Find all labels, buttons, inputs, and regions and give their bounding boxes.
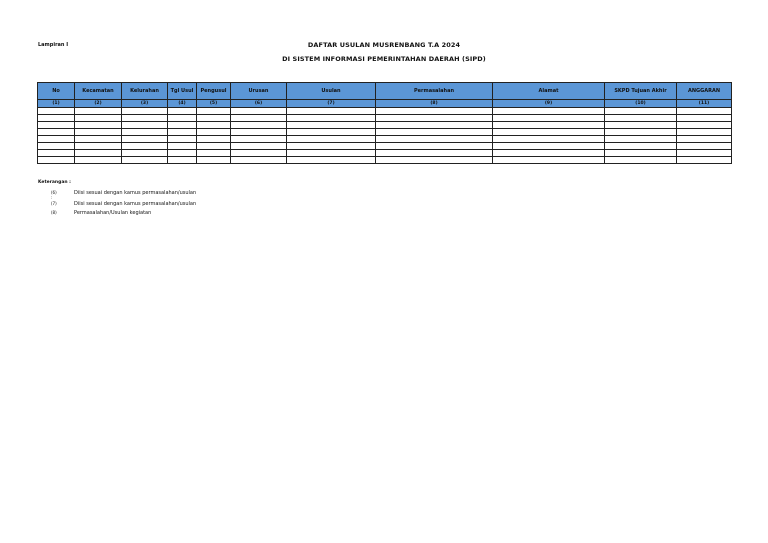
table-cell (677, 129, 732, 136)
table-row (38, 108, 732, 115)
table-cell (493, 108, 605, 115)
table-cell (122, 136, 168, 143)
table-cell (677, 150, 732, 157)
column-number: (10) (605, 100, 677, 108)
table-cell (605, 108, 677, 115)
table-cell (197, 108, 231, 115)
table-cell (75, 157, 122, 164)
table-cell (493, 129, 605, 136)
table-cell (38, 143, 75, 150)
table-cell (122, 108, 168, 115)
table-cell (605, 129, 677, 136)
table-cell (376, 136, 493, 143)
table-cell (75, 108, 122, 115)
table-cell (231, 115, 287, 122)
table-cell (168, 136, 197, 143)
table-cell (231, 122, 287, 129)
table-cell (231, 150, 287, 157)
table-cell (197, 136, 231, 143)
table-cell (197, 150, 231, 157)
column-number: (6) (231, 100, 287, 108)
table-cell (287, 115, 376, 122)
table-cell (287, 150, 376, 157)
table-cell (677, 136, 732, 143)
table-cell (677, 108, 732, 115)
table-row (38, 143, 732, 150)
table-cell (376, 150, 493, 157)
table-cell (168, 150, 197, 157)
table-cell (376, 157, 493, 164)
header-usulan: Usulan (287, 83, 376, 100)
table-cell (376, 122, 493, 129)
table-cell (38, 136, 75, 143)
table-cell (168, 157, 197, 164)
table-cell (493, 115, 605, 122)
table-cell (122, 143, 168, 150)
table-cell (287, 108, 376, 115)
table-cell (287, 143, 376, 150)
note-ref: (7) (51, 201, 57, 206)
column-number-row (38, 100, 732, 108)
table-cell (75, 150, 122, 157)
table-body (38, 108, 732, 164)
table-cell (231, 108, 287, 115)
table-cell (376, 129, 493, 136)
header-kecamatan: Kecamatan (75, 83, 122, 100)
note-ref: (8) (51, 210, 57, 215)
header-tgl-usul: Tgl Usul (168, 83, 197, 100)
table-cell (38, 129, 75, 136)
header-no: No (38, 83, 75, 100)
table-cell (168, 143, 197, 150)
table-cell (493, 143, 605, 150)
note-text: Diisi sesuai dengan kamus permasalahan/usulan (74, 201, 197, 207)
table-cell (376, 108, 493, 115)
header-kelurahan: Kelurahan (122, 83, 168, 100)
table-cell (38, 115, 75, 122)
table-cell (605, 150, 677, 157)
table-cell (38, 150, 75, 157)
table-cell (168, 115, 197, 122)
table-cell (38, 157, 75, 164)
table-cell (605, 157, 677, 164)
table-row (38, 157, 732, 164)
table-cell (75, 143, 122, 150)
table-cell (38, 108, 75, 115)
table-row (38, 129, 732, 136)
table-cell (122, 150, 168, 157)
note-text: Diisi sesuai dengan kamus permasalahan/usulan (74, 190, 197, 196)
column-number: (7) (287, 100, 376, 108)
column-number: (5) (197, 100, 231, 108)
table-cell (122, 157, 168, 164)
table-cell (287, 157, 376, 164)
table-cell (493, 150, 605, 157)
table-cell (287, 136, 376, 143)
table-cell (605, 136, 677, 143)
document-title: DAFTAR USULAN MUSRENBANG T.A 2024 (307, 41, 461, 49)
document-subtitle: DI SISTEM INFORMASI PEMERINTAHAN DAERAH (SIPD) (282, 55, 486, 63)
table-header-row (38, 83, 732, 100)
note-text: Permasalahan/Usulan kegiatan (74, 210, 152, 216)
table-cell (231, 136, 287, 143)
table-cell (197, 143, 231, 150)
column-number: (3) (122, 100, 168, 108)
table-cell (231, 129, 287, 136)
table-cell (493, 157, 605, 164)
table-cell (75, 136, 122, 143)
lampiran-label: Lampiran I (38, 42, 69, 48)
table-cell (493, 136, 605, 143)
table-cell (231, 157, 287, 164)
table-row (38, 122, 732, 129)
table-cell (122, 129, 168, 136)
header-alamat: Alamat (493, 83, 605, 100)
table-cell (75, 129, 122, 136)
table-cell (197, 122, 231, 129)
keterangan-title: Keterangan : (38, 180, 71, 185)
table-cell (605, 115, 677, 122)
table-row (38, 115, 732, 122)
table-cell (38, 122, 75, 129)
table-cell (287, 129, 376, 136)
table-cell (677, 143, 732, 150)
table-cell (677, 122, 732, 129)
note-ref: (6) : (51, 190, 57, 200)
column-number: (4) (168, 100, 197, 108)
table-cell (122, 122, 168, 129)
table-cell (197, 115, 231, 122)
table-row (38, 136, 732, 143)
table-cell (376, 143, 493, 150)
table-cell (493, 122, 605, 129)
table-cell (168, 108, 197, 115)
usulan-table (37, 82, 732, 164)
table-cell (677, 157, 732, 164)
column-number: (11) (677, 100, 732, 108)
table-cell (287, 122, 376, 129)
column-number: (8) (376, 100, 493, 108)
table-cell (197, 129, 231, 136)
table-cell (231, 143, 287, 150)
table-cell (168, 122, 197, 129)
table-row (38, 150, 732, 157)
table-cell (75, 122, 122, 129)
table-cell (376, 115, 493, 122)
header-anggaran: ANGGARAN (677, 83, 732, 100)
table-cell (197, 157, 231, 164)
column-number: (1) (38, 100, 75, 108)
column-number: (2) (75, 100, 122, 108)
table-cell (75, 115, 122, 122)
table-cell (677, 115, 732, 122)
table-cell (168, 129, 197, 136)
header-permasalahan: Permasalahan (376, 83, 493, 100)
header-skpd-tujuan-akhir: SKPD Tujuan Akhir (605, 83, 677, 100)
table-cell (605, 143, 677, 150)
header-urusan: Urusan (231, 83, 287, 100)
header-pengusul: Pengusul (197, 83, 231, 100)
column-number: (9) (493, 100, 605, 108)
table-cell (605, 122, 677, 129)
table-cell (122, 115, 168, 122)
